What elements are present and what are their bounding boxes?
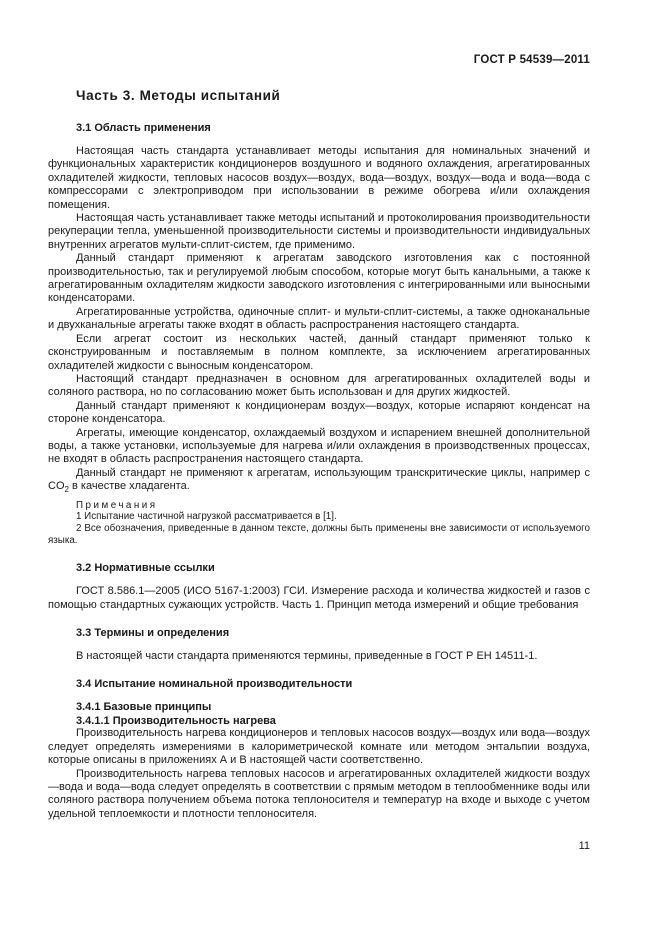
paragraph: Производительность нагрева тепловых насосов и агрегатированных охладителей жидкости воздух—вода и вода—вода следует определять в соответствии с прямым методом в теплообменнике воды или соляного раствора получением объема потока теплоносителя и температур на входе и выходе с учетом удельной теплоемкости и плотности теплоносителя. (48, 767, 590, 820)
notes-block (48, 500, 590, 548)
paragraph-co2 (48, 467, 590, 494)
page-number: 11 (578, 840, 590, 852)
section-heading-3-4-1: 3.4.1 Базовые принципы (76, 701, 212, 714)
paragraph: Производительность нагрева кондиционеров и тепловых насосов воздух—воздух или вода—воздух следует определять измерениями в калориметрической комнате или методом энтальпии воздуха, которые описаны в приложениях А и В настоящей части соответственно. (48, 727, 590, 767)
paragraph: В настоящей части стандарта применяются термины, приведенные в ГОСТ Р ЕН 14511-1. (76, 650, 538, 662)
document-code-header: ГОСТ Р 54539—2011 (473, 54, 590, 66)
notes-label: Примечания (76, 499, 158, 511)
section-heading-3-1: 3.1 Область применения (76, 122, 211, 134)
paragraph: Данный стандарт применяют к кондиционерам воздух—воздух, которые испаряют конденсат на стороне конденсатора. (48, 399, 590, 426)
paragraph: Агрегатированные устройства, одиночные сплит- и мульти-сплит-системы, а также одноканальные и двухканальные агрегаты также входят в область распространения настоящего стандарта. (48, 305, 590, 332)
paragraph: Агрегаты, имеющие конденсатор, охлаждаемый воздухом и испарением внешней дополнительной воды, а также установки, используемые для нагрева и/или охлаждения в производственных процессах, не входят в область распространения настоящего стандарта. (48, 426, 590, 466)
paragraph: Настоящий стандарт предназначен в основном для агрегатированных охладителей воды и соляного раствора, но по согласованию может быть использован и для других жидкостей. (48, 372, 590, 399)
subscript-2: 2 (64, 485, 69, 495)
section-heading-3-4-1-1: 3.4.1.1 Производительность нагрева (76, 715, 276, 728)
paragraph: Если агрегат состоит из нескольких частей, данный стандарт применяют только к сконструированным и поставляемым в полном комплекте, за исключением агрегатированных охладителей жидкости с выносным конденсатором. (48, 332, 590, 372)
paragraph: Настоящая часть устанавливает также методы испытаний и протоколирования производительности рекуперации тепла, уменьшенной производительности системы и производительности индивидуальных внутренних агрегатов мульти-сплит-систем, где применимо. (48, 212, 590, 251)
section-heading-3-3: 3.3 Термины и определения (76, 627, 230, 639)
paragraph: ГОСТ 8.586.1—2005 (ИСО 5167-1:2003) ГСИ. Измерение расхода и количества жидкостей и газов с помощью стандартных сужающих устройств. Часть 1. Принцип метода измерений и общие требования (48, 585, 590, 611)
note-item: 2 Все обозначения, приведенные в данном тексте, должны быть применены вне зависимости от используемого языка. (48, 523, 590, 547)
document-content (48, 54, 590, 821)
paragraph: Настоящая часть стандарта устанавливает методы испытания для номинальных значений и функциональных характеристик кондиционеров воздушного и водяного охлаждения, агрегатированных охладителей жидкости, тепловых насосов воздух—воздух, вода—воздух, воздух—вода и вода—вода с компрессорами с электроприводом при использовании в режиме обогрева и/или охлаждения помещения. (48, 145, 590, 211)
note-item: 1 Испытание частичной нагрузкой рассматривается в [1]. (76, 511, 337, 523)
section-heading-3-4: 3.4 Испытание номинальной производительности (76, 678, 353, 691)
paragraph-text: Данный стандарт не применяют к агрегатам, использующим транскритические циклы, например с CO (48, 466, 590, 493)
part-title: Часть 3. Методы испытаний (76, 88, 281, 103)
section-heading-3-2: 3.2 Нормативные ссылки (76, 562, 215, 575)
paragraph: Данный стандарт применяют к агрегатам заводского изготовления как с постоянной производительностью, так и регулируемой любым способом, которые могут быть канальными, а также к агрегатированным охладителям жидкости заводского изготовления с интегрированными или выносными конденсаторами. (48, 252, 590, 305)
paragraph-text: в качестве хладагента. (68, 480, 190, 493)
